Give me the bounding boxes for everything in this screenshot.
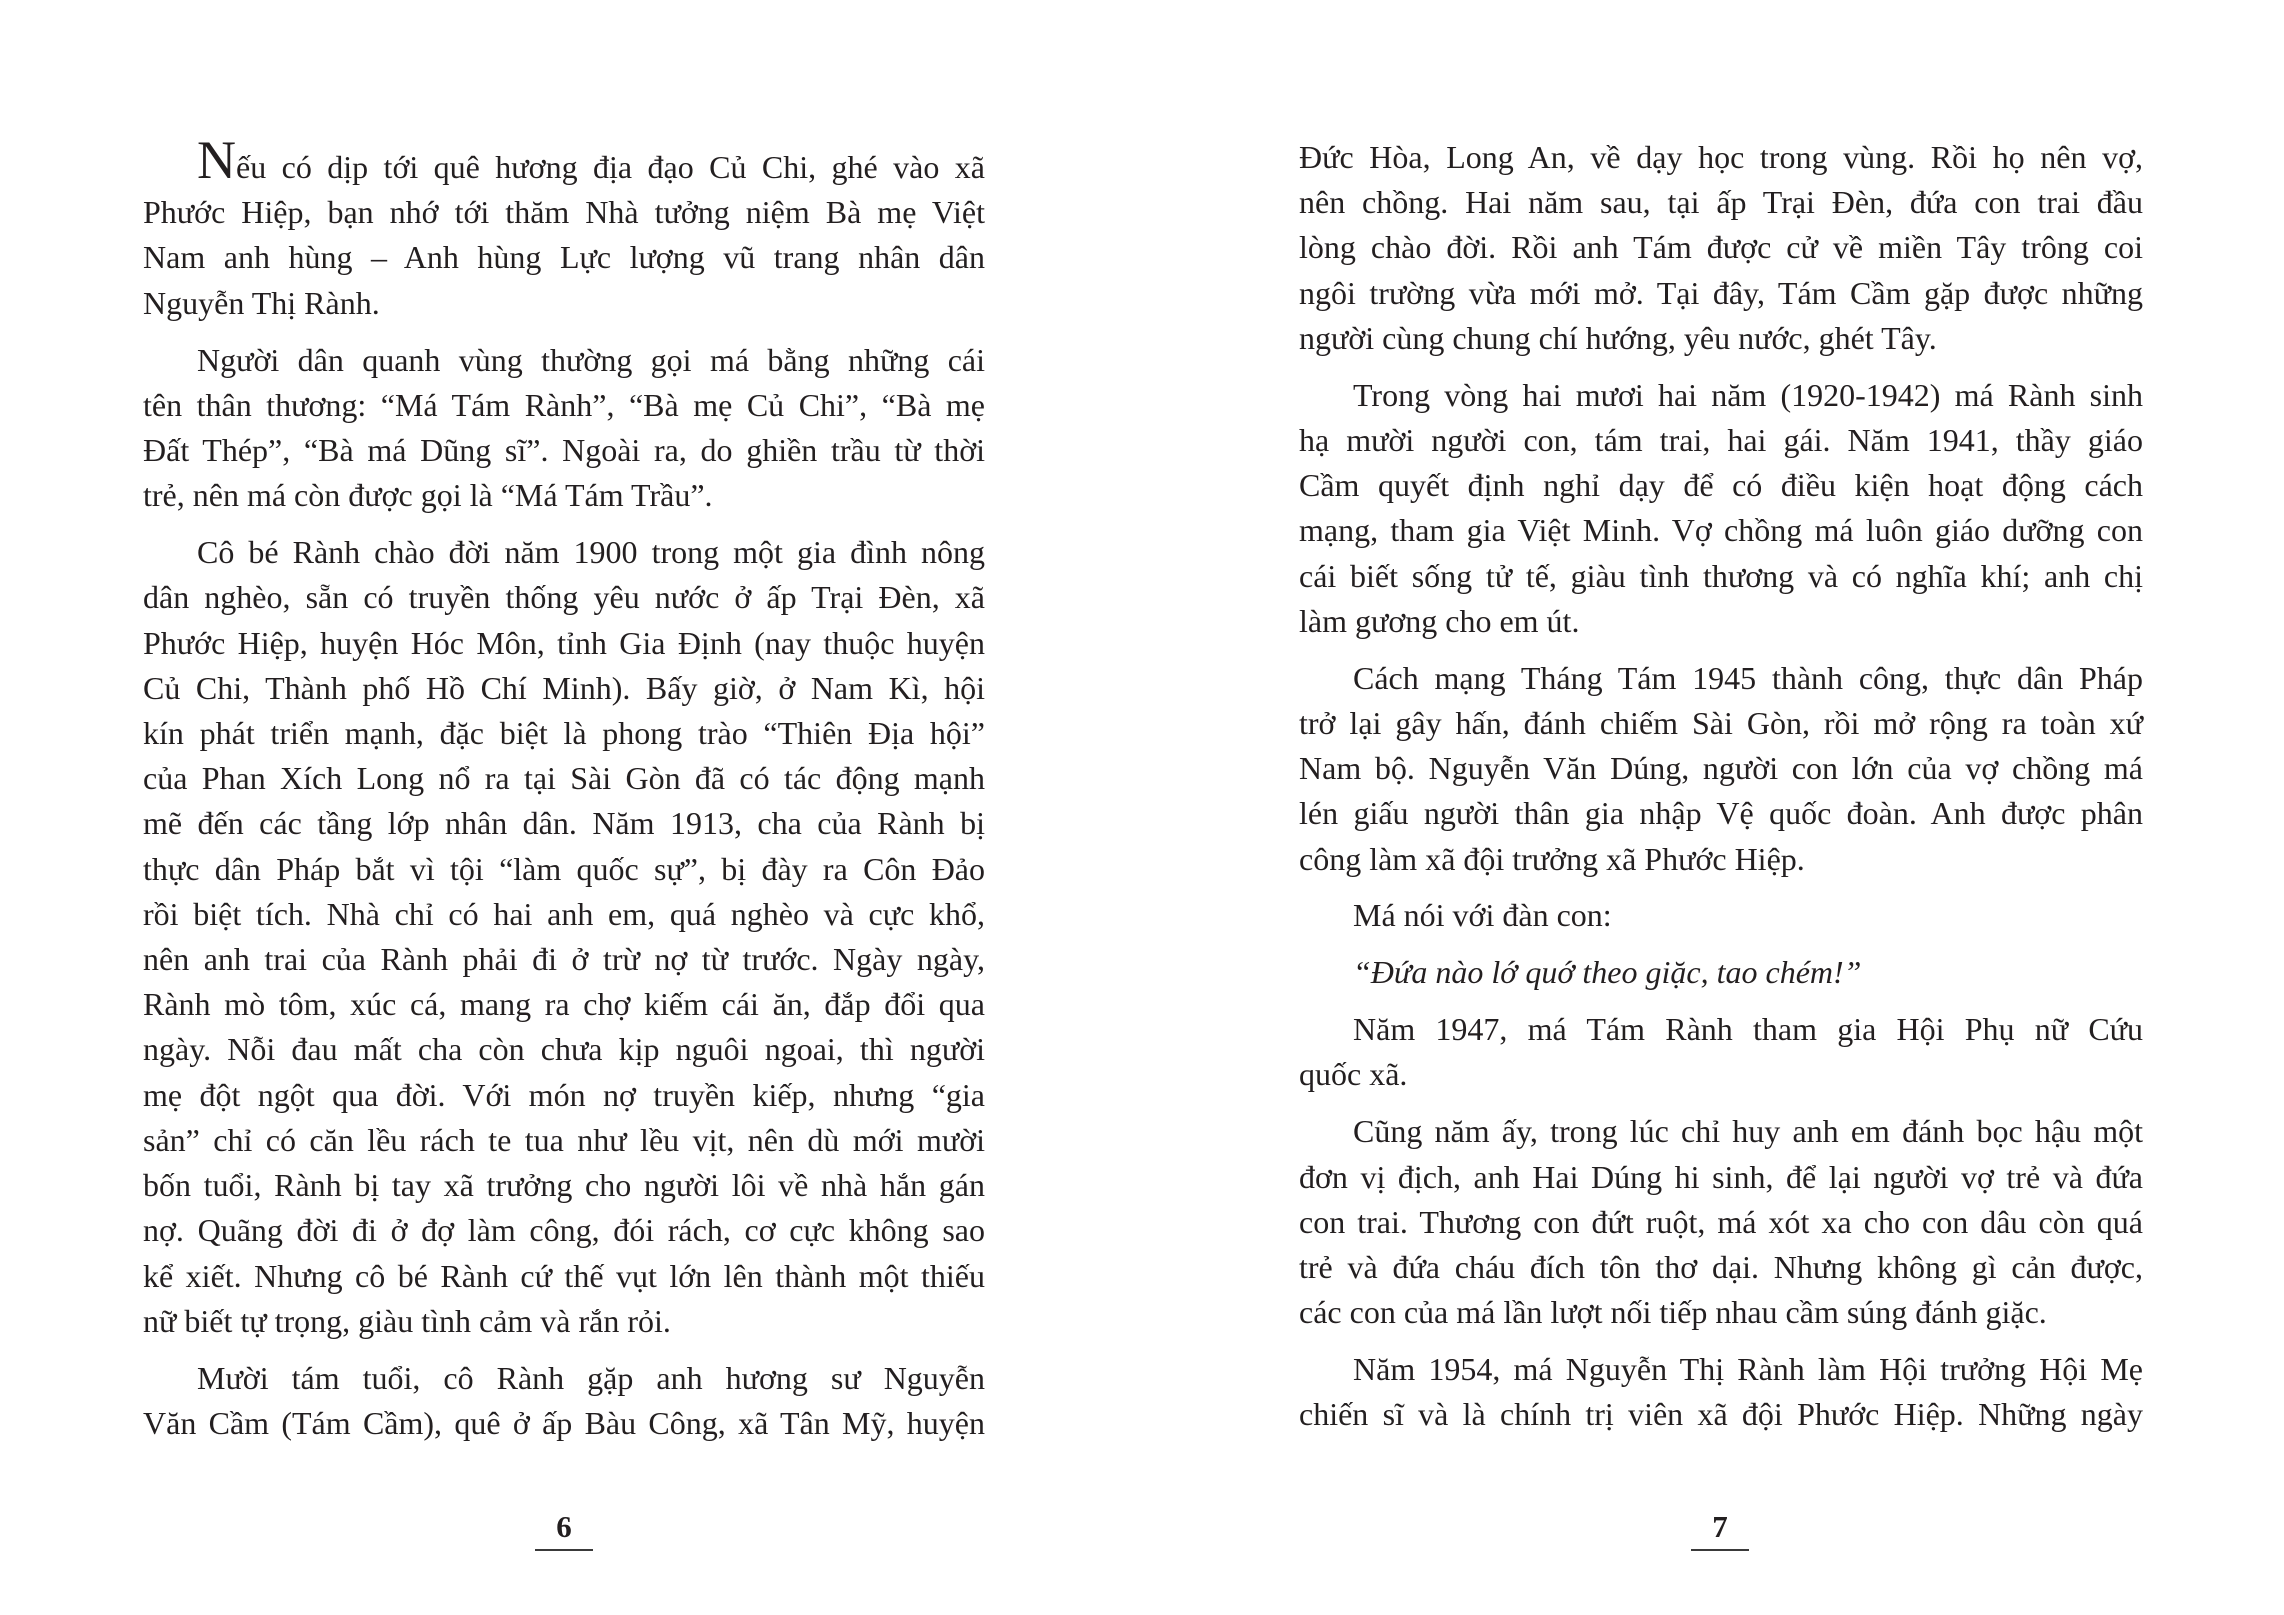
text-line: Má nói với đàn con: <box>1353 897 1612 934</box>
text-line: mẹ đột ngột qua đời. Với món nợ truyền kiếp, nhưng “gia <box>143 1076 985 1113</box>
paragraph <box>1299 135 2143 361</box>
text-line: Mười tám tuổi, cô Rành gặp anh hương sư Nguyễn <box>197 1359 985 1396</box>
paragraph <box>143 130 985 326</box>
text-line-rest: ếu có dịp tới quê hương địa đạo Củ Chi, ghé vào xã <box>236 149 985 185</box>
text-line: quốc xã. <box>1299 1056 1408 1093</box>
text-line: sản” chỉ có căn lều rách te tua như lều vịt, nên dù mới mười <box>143 1121 985 1158</box>
text-line: trẻ, nên má còn được gọi là “Má Tám Trầu”. <box>143 477 713 514</box>
text-line: Cách mạng Tháng Tám 1945 thành công, thực dân Pháp <box>1353 659 2143 696</box>
text-line: Phước Hiệp, bạn nhớ tới thăm Nhà tưởng niệm Bà mẹ Việt <box>143 194 985 231</box>
text-line: Năm 1947, má Tám Rành tham gia Hội Phụ nữ Cứu <box>1353 1011 2143 1048</box>
text-line: người cùng chung chí hướng, yêu nước, ghét Tây. <box>1299 319 1937 356</box>
quote-line: “Đứa nào lớ quớ theo giặc, tao chém!” <box>1353 954 1862 991</box>
text-line: mẽ đến các tầng lớp nhân dân. Năm 1913, cha của Rành bị <box>143 805 985 842</box>
paragraph <box>143 530 985 1344</box>
page-number: 6 <box>556 1509 572 1544</box>
text-line: ngôi trường vừa mới mở. Tại đây, Tám Cầm gặp được những <box>1299 274 2143 311</box>
paragraph <box>143 338 985 519</box>
paragraph <box>1299 1007 2143 1097</box>
text-line: Văn Cầm (Tám Cầm), quê ở ấp Bàu Công, xã Tân Mỹ, huyện <box>143 1404 985 1441</box>
paragraph <box>1299 1109 2143 1335</box>
text-line: trẻ và đứa cháu đích tôn thơ dại. Nhưng không gì cản được, <box>1299 1248 2143 1285</box>
text-line: các con của má lần lượt nối tiếp nhau cầm súng đánh giặc. <box>1299 1294 2047 1331</box>
text-line: của Phan Xích Long nổ ra tại Sài Gòn đã có tác động mạnh <box>143 760 985 797</box>
text-line: công làm xã đội trưởng xã Phước Hiệp. <box>1299 840 1805 877</box>
text-line: Củ Chi, Thành phố Hồ Chí Minh). Bấy giờ, ở Nam Kì, hội <box>143 669 985 706</box>
text-line: Năm 1954, má Nguyễn Thị Rành làm Hội trưởng Hội Mẹ <box>1353 1351 2143 1388</box>
text-line: bốn tuổi, Rành bị tay xã trưởng cho người lôi về nhà hắn gán <box>143 1167 985 1204</box>
text-line: con trai. Thương con đứt ruột, má xót xa cho con dâu còn quá <box>1299 1203 2143 1240</box>
text-line: Trong vòng hai mươi hai năm (1920-1942) má Rành sinh <box>1353 376 2143 413</box>
text-line: thực dân Pháp bắt vì tội “làm quốc sự”, bị đày ra Côn Đảo <box>143 850 985 887</box>
text-line: Cô bé Rành chào đời năm 1900 trong một gia đình nông <box>197 534 985 571</box>
text-line: đơn vị địch, anh Hai Dúng hi sinh, để lại người vợ trẻ và đứa <box>1299 1158 2143 1195</box>
text-line: nên anh trai của Rành phải đi ở trừ nợ từ trước. Ngày ngày, <box>143 941 985 978</box>
text-line: Cũng năm ấy, trong lúc chỉ huy anh em đánh bọc hậu một <box>1353 1113 2143 1150</box>
text-line: chiến sĩ và là chính trị viên xã đội Phước Hiệp. Những ngày <box>1299 1396 2143 1433</box>
text-line: Nam anh hùng – Anh hùng Lực lượng vũ trang nhân dân <box>143 239 985 276</box>
right-page <box>1142 0 2284 1615</box>
page-number-rule <box>535 1549 593 1551</box>
text-line: lén giấu người thân gia nhập Vệ quốc đoàn. Anh được phân <box>1299 795 2143 832</box>
text-line: kể xiết. Nhưng cô bé Rành cứ thế vụt lớn lên thành một thiếu <box>143 1257 985 1294</box>
text-line: tên thân thương: “Má Tám Rành”, “Bà mẹ Củ Chi”, “Bà mẹ <box>143 386 985 423</box>
paragraph <box>1299 1347 2143 1437</box>
text-line: Rành mò tôm, xúc cá, mang ra chợ kiếm cái ăn, đắp đổi qua <box>143 986 985 1023</box>
text-line: cái biết sống tử tế, giàu tình thương và có nghĩa khí; anh chị <box>1299 557 2143 594</box>
right-text-column <box>1299 135 2143 1438</box>
text-line: ngày. Nỗi đau mất cha còn chưa kịp nguôi ngoai, thì người <box>143 1031 985 1068</box>
text-line: hạ mười người con, tám trai, hai gái. Năm 1941, thầy giáo <box>1299 421 2143 458</box>
quote-paragraph <box>1299 950 2143 995</box>
text-line: Nam bộ. Nguyễn Văn Dúng, người con lớn của vợ chồng má <box>1299 750 2143 787</box>
text-line: kín phát triển mạnh, đặc biệt là phong trào “Thiên Địa hội” <box>143 714 985 751</box>
text-line: trở lại gây hấn, đánh chiếm Sài Gòn, rồi mở rộng ra toàn xứ <box>1299 704 2143 741</box>
drop-cap: N <box>197 130 236 190</box>
text-line: Phước Hiệp, huyện Hóc Môn, tỉnh Gia Định (nay thuộc huyện <box>143 624 985 661</box>
text-line: Nguyễn Thị Rành. <box>143 284 380 321</box>
text-line: làm gương cho em út. <box>1299 602 1580 639</box>
text-line: Đất Thép”, “Bà má Dũng sĩ”. Ngoài ra, do ghiền trầu từ thời <box>143 431 985 468</box>
text-line: nợ. Quãng đời đi ở đợ làm công, đói rách, cơ cực không sao <box>143 1212 985 1249</box>
paragraph <box>143 1356 985 1446</box>
text-line: rồi biệt tích. Nhà chỉ có hai anh em, quá nghèo và cực khổ, <box>143 895 985 932</box>
page-number-rule <box>1691 1549 1749 1551</box>
text-line: lòng chào đời. Rồi anh Tám được cử về miền Tây trông coi <box>1299 229 2143 266</box>
paragraph <box>1299 656 2143 882</box>
text-line: Cầm quyết định nghỉ dạy để có điều kiện hoạt động cách <box>1299 467 2143 504</box>
text-line: dân nghèo, sẵn có truyền thống yêu nước ở ấp Trại Đèn, xã <box>143 579 985 616</box>
text-line: Người dân quanh vùng thường gọi má bằng những cái <box>197 341 985 378</box>
paragraph <box>1299 893 2143 938</box>
text-line: nữ biết tự trọng, giàu tình cảm và rắn rỏi. <box>143 1302 671 1339</box>
text-line <box>143 130 985 190</box>
left-text-column <box>143 130 985 1446</box>
page-number: 7 <box>1712 1509 1728 1544</box>
text-line: mạng, tham gia Việt Minh. Vợ chồng má luôn giáo dưỡng con <box>1299 512 2143 549</box>
text-line: Đức Hòa, Long An, về dạy học trong vùng. Rồi họ nên vợ, <box>1299 139 2143 175</box>
text-line: nên chồng. Hai năm sau, tại ấp Trại Đèn, đứa con trai đầu <box>1299 184 2143 221</box>
paragraph <box>1299 373 2143 644</box>
